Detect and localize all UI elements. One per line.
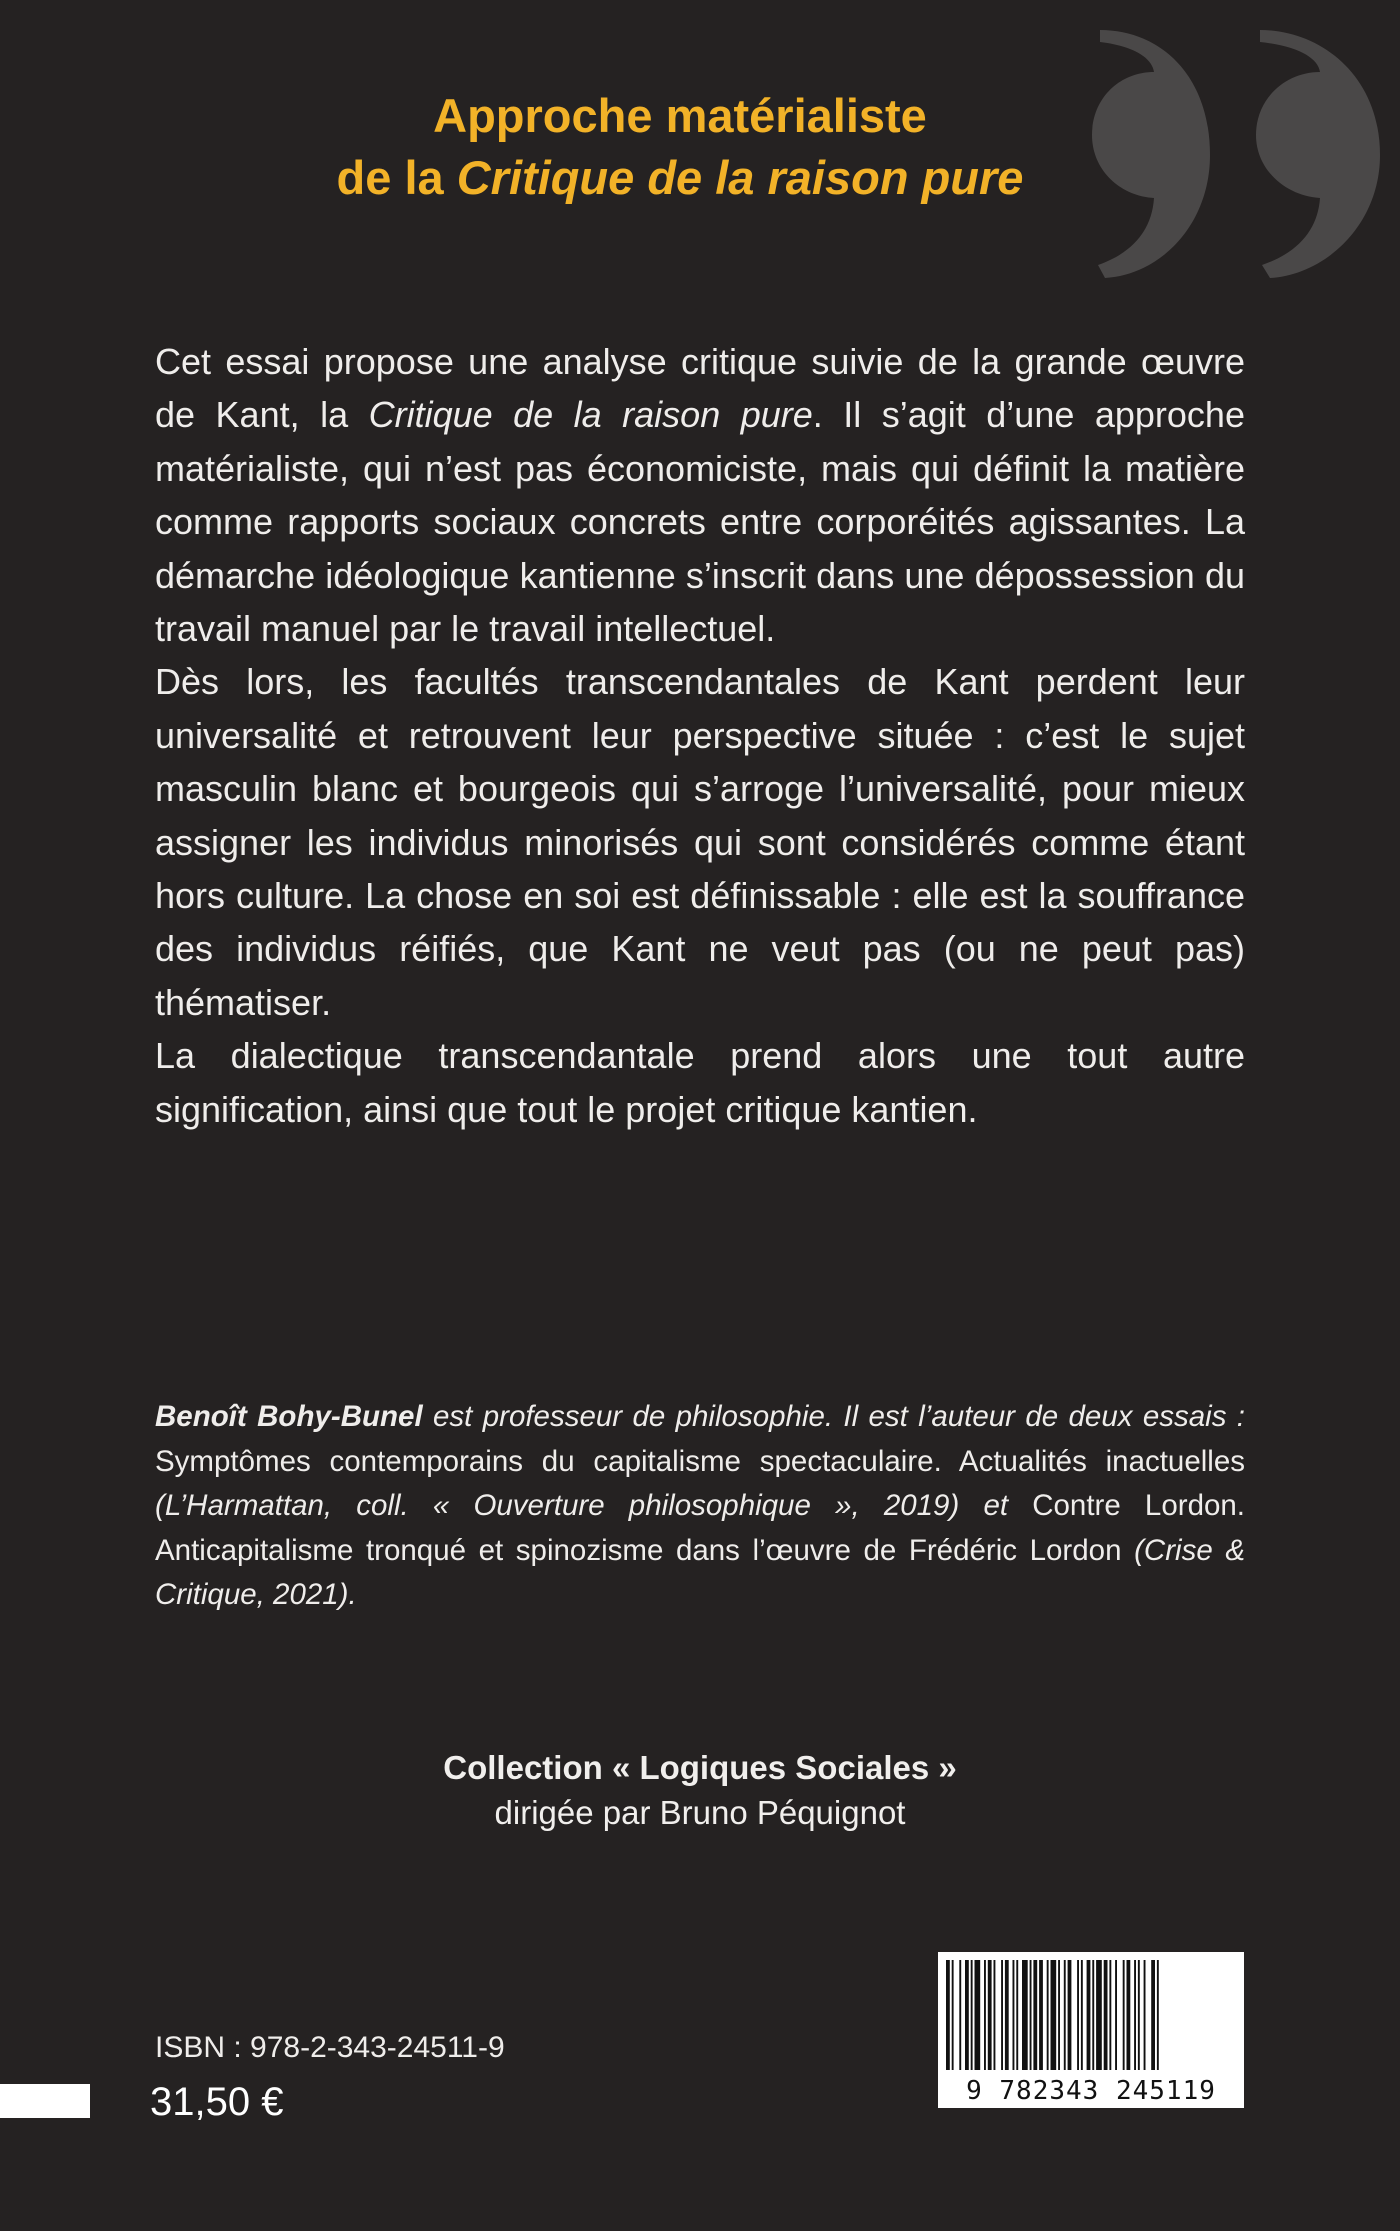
bio-publisher-2: (Crise & Critique, 2021). <box>155 1533 1245 1611</box>
barcode-bar <box>988 1960 992 2070</box>
title-line-2-prefix: de la <box>336 151 457 204</box>
barcode-bar <box>1064 1960 1066 2070</box>
quotation-mark-icon <box>1090 20 1390 280</box>
summary-p1-italic-title: Critique de la raison pure <box>368 394 813 436</box>
barcode-bar <box>952 1960 954 2070</box>
barcode-bar <box>1005 1960 1009 2070</box>
barcode-bar <box>984 1960 986 2070</box>
barcode-bar <box>1087 1960 1091 2070</box>
barcode-bar <box>1077 1960 1079 2070</box>
barcode <box>938 1952 1244 2108</box>
collection-name: Collection « Logiques Sociales » <box>443 1749 957 1786</box>
bio-book-1: Symptômes contemporains du capitalisme spectaculaire. Actualités inactuelles <box>155 1444 1245 1478</box>
barcode-bar <box>1138 1960 1140 2070</box>
barcode-bar <box>1092 1960 1094 2070</box>
barcode-bar <box>1001 1960 1003 2070</box>
barcode-bar <box>994 1960 996 2070</box>
barcode-bar <box>959 1960 961 2070</box>
summary-paragraph-3: La dialectique transcendantale prend alors une tout autre signification, ainsi que tout le projet critique kantien. <box>155 1035 1245 1130</box>
barcode-bar <box>1115 1960 1117 2070</box>
summary-p1-text-a: Cet essai propose une analyse critique suivie de la grande œuvre de Kant, la <box>155 341 1245 436</box>
author-name: Benoît Bohy-Bunel <box>155 1400 423 1433</box>
barcode-digits: 9 782343 245119 <box>966 2076 1216 2106</box>
summary-p1-text-b: . Il s’agit d’une approche matérialiste, qui n’est pas économiciste, mais qui définit la matière comme rapports sociaux concrets entre corporéités agissantes. La démarche idéologique kantienne s’inscrit dans une dépossession du travail manuel par le travail intellectuel. <box>155 394 1245 650</box>
barcode-bar <box>1134 1960 1136 2070</box>
title-line-2-italic: Critique de la raison pure <box>456 151 1024 204</box>
bio-intro: est professeur de philosophie. Il est l’auteur de deux essais : <box>422 1400 1245 1433</box>
title-line-2 <box>250 147 1110 209</box>
edge-marker <box>0 2084 90 2118</box>
barcode-bar <box>965 1960 969 2070</box>
collection-director: dirigée par Bruno Péquignot <box>494 1794 906 1831</box>
bio-book-2: Contre Lordon. Anticapitalisme tronqué et spinozisme dans l’œuvre de Frédéric Lordon <box>155 1489 1245 1567</box>
price: 31,50 € <box>150 2080 284 2124</box>
barcode-bar <box>1013 1960 1015 2070</box>
barcode-bar <box>1033 1960 1037 2070</box>
barcode-bar <box>1058 1960 1060 2070</box>
barcode-bar <box>1047 1960 1049 2070</box>
barcode-bar <box>1144 1960 1146 2070</box>
barcode-bar <box>1127 1960 1131 2070</box>
collection-info <box>300 1745 1100 1835</box>
barcode-bars <box>946 1960 1236 2070</box>
barcode-bar <box>1157 1960 1159 2070</box>
barcode-bar <box>975 1960 981 2070</box>
summary-paragraph-2: Dès lors, les facultés transcendantales de Kant perdent leur universalité et retrouvent leur perspective située : c’est le sujet masculin blanc et bourgeois qui s’arroge l’universalité, pour mieux assigner les individus minorisés qui sont considérés comme étant hors culture. La chose en soi est définissable : elle est la souffrance des individus réifiés, que Kant ne veut pas (ou ne peut pas) thématiser. <box>155 661 1245 1023</box>
barcode-bar <box>1051 1960 1057 2070</box>
barcode-bar <box>1123 1960 1125 2070</box>
barcode-bar <box>1030 1960 1032 2070</box>
isbn: ISBN : 978-2-343-24511-9 <box>155 2031 505 2064</box>
barcode-bar <box>946 1960 950 2070</box>
barcode-bar <box>1016 1960 1018 2070</box>
bio-publisher-1: (L’Harmattan, coll. « Ouverture philosophique », 2019) et <box>155 1489 1033 1522</box>
book-title <box>250 85 1110 209</box>
barcode-bar <box>1081 1960 1083 2070</box>
barcode-bar <box>1109 1960 1111 2070</box>
author-bio <box>155 1395 1245 1618</box>
barcode-bar <box>971 1960 973 2070</box>
barcode-bar <box>1068 1960 1072 2070</box>
barcode-bar <box>1104 1960 1108 2070</box>
barcode-bar <box>1096 1960 1102 2070</box>
title-line-1: Approche matérialiste <box>433 89 927 142</box>
barcode-bar <box>1039 1960 1043 2070</box>
barcode-bar <box>1022 1960 1028 2070</box>
book-summary <box>155 335 1245 1136</box>
summary-paragraph-1 <box>155 335 1245 655</box>
barcode-bar <box>1151 1960 1155 2070</box>
